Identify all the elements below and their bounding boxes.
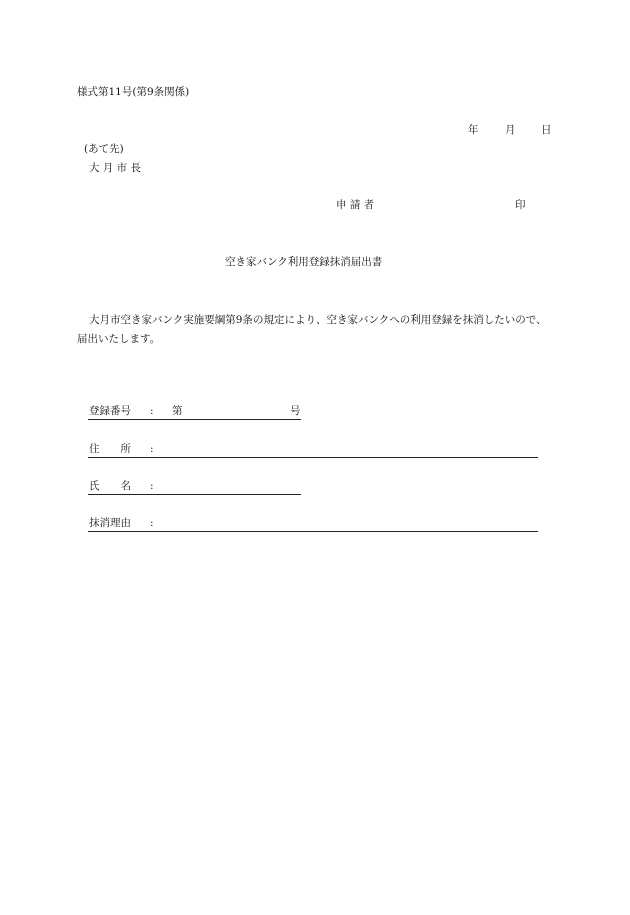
applicant-label: 申 請 者: [336, 199, 375, 211]
form-number: 様式第11号(第9条関係): [77, 86, 190, 98]
reason-underline[interactable]: [88, 531, 538, 532]
body-text: 大月市空き家バンク実施要綱第9条の規定により、空き家バンクへの利用登録を抹消したいので、届出いたします。: [77, 314, 547, 345]
name-colon: :: [150, 480, 154, 492]
registration-number-colon: :: [150, 405, 154, 417]
registration-number-prefix: 第: [172, 405, 183, 417]
registration-number-label: 登録番号: [89, 405, 131, 417]
address-label: 住 所: [89, 443, 131, 455]
seal-mark: 印: [515, 199, 526, 211]
registration-number-underline[interactable]: [88, 419, 301, 420]
name-label: 氏 名: [89, 480, 131, 492]
addressee-label: (あて先): [84, 143, 124, 155]
date-year: 年: [468, 124, 479, 136]
registration-number-suffix: 号: [290, 405, 301, 417]
address-colon: :: [150, 443, 154, 455]
addressee: 大 月 市 長: [89, 162, 142, 174]
address-underline[interactable]: [88, 457, 538, 458]
date-day: 日: [541, 124, 552, 136]
reason-colon: :: [150, 517, 154, 529]
document-title: 空き家バンク利用登録抹消届出書: [225, 256, 383, 268]
date-month: 月: [505, 124, 516, 136]
name-underline[interactable]: [88, 494, 301, 495]
reason-label: 抹消理由: [89, 517, 131, 529]
